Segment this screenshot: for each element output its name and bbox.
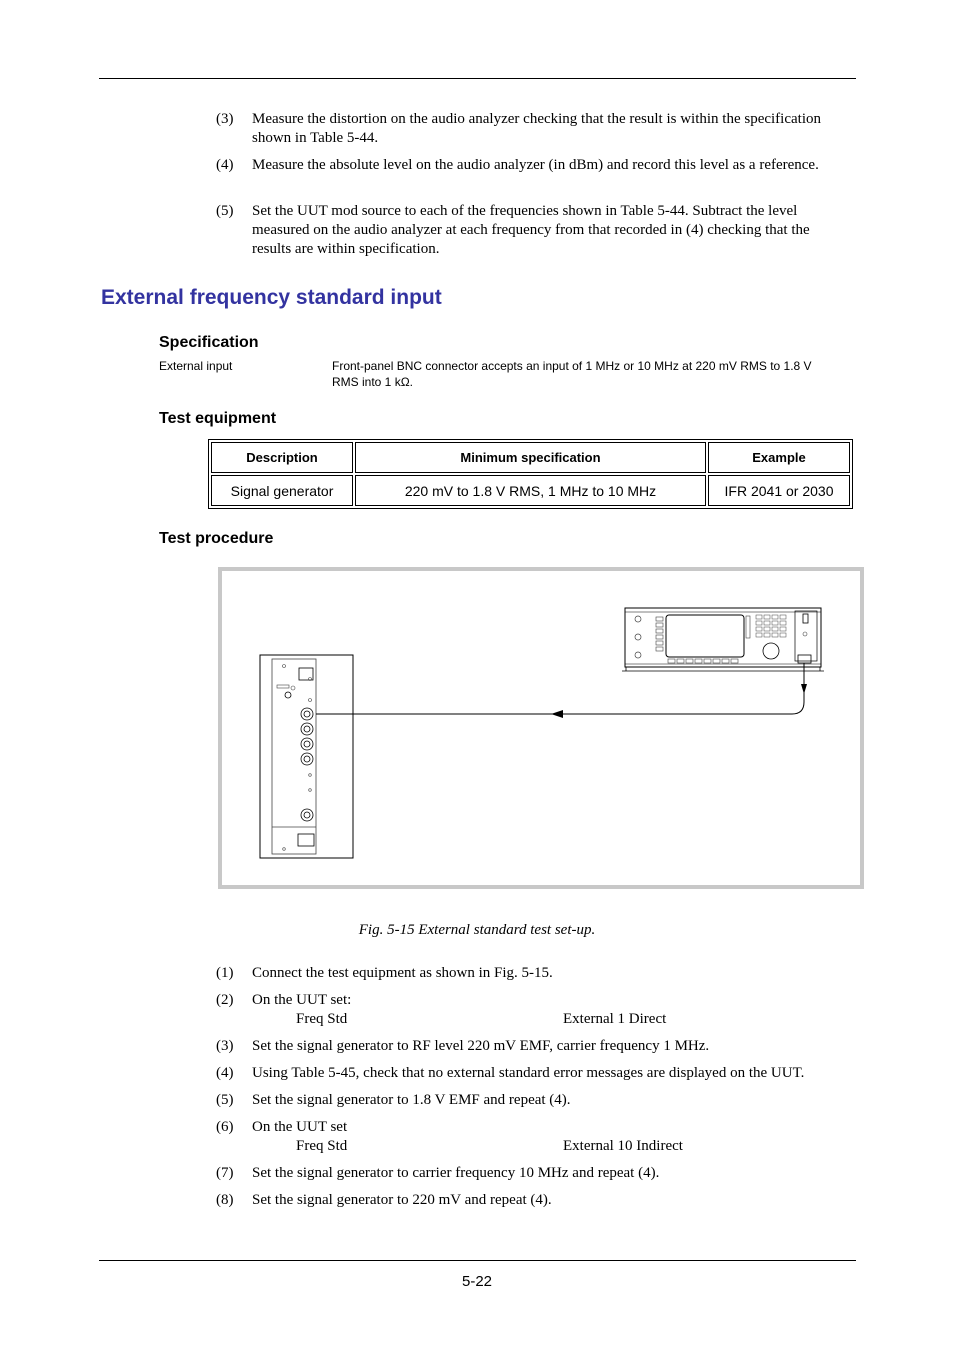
- table-header-cell: Example: [708, 442, 850, 473]
- table-cell: Signal generator: [211, 475, 353, 506]
- step-text: Using Table 5-45, check that no external standard error messages are displayed on the UUT.: [252, 1065, 805, 1081]
- step-number: (8): [216, 1192, 234, 1208]
- test-equipment-heading: Test equipment: [159, 410, 277, 427]
- table-header-cell: Description: [211, 442, 353, 473]
- step-number: (3): [216, 1038, 234, 1054]
- step-text: Set the signal generator to 220 mV and repeat (4).: [252, 1192, 552, 1208]
- table-cell: IFR 2041 or 2030: [708, 475, 850, 506]
- step-number: (6): [216, 1119, 234, 1135]
- uut-setting-label: Freq Std: [296, 1138, 348, 1154]
- step-number: (4): [216, 157, 234, 173]
- specification-heading: Specification: [159, 334, 259, 351]
- table-header-row: [211, 442, 850, 473]
- table-row: [211, 475, 850, 506]
- step-number: (3): [216, 111, 234, 127]
- step-number: (5): [216, 1092, 234, 1108]
- step-text: Set the signal generator to RF level 220 mV EMF, carrier frequency 1 MHz.: [252, 1038, 710, 1054]
- step-text: Set the signal generator to 1.8 V EMF and repeat (4).: [252, 1092, 571, 1108]
- test-setup-figure: [218, 567, 864, 889]
- spec-text: Front-panel BNC connector accepts an input of 1 MHz or 10 MHz at 220 mV RMS to 1.8 V RMS into 1 kΩ.: [332, 359, 812, 389]
- step-text: On the UUT set:: [252, 992, 352, 1008]
- uut-setting-value: External 1 Direct: [563, 1011, 667, 1027]
- figure-caption: Fig. 5-15 External standard test set-up.: [358, 922, 596, 938]
- step-number: (2): [216, 992, 234, 1008]
- step-number: (1): [216, 965, 234, 981]
- section-title: External frequency standard input: [101, 286, 442, 309]
- uut-module-illustration: [260, 655, 353, 858]
- uut-setting-value: External 10 Indirect: [563, 1138, 683, 1154]
- test-equipment-table: [208, 439, 853, 509]
- step-text: Set the UUT mod source to each of the frequencies shown in Table 5-44. Subtract the level measured on the audio analyzer at each frequency from that recorded in (4) checking that the results are within specification.: [252, 203, 810, 257]
- table-header-cell: Minimum specification: [355, 442, 706, 473]
- test-procedure-heading: Test procedure: [159, 530, 274, 547]
- step-text: Connect the test equipment as shown in Fig. 5-15.: [252, 965, 553, 981]
- table-cell: 220 mV to 1.8 V RMS, 1 MHz to 10 MHz: [355, 475, 706, 506]
- spec-label: External input: [159, 359, 233, 373]
- step-number: (4): [216, 1065, 234, 1081]
- step-text: On the UUT set: [252, 1119, 348, 1135]
- step-number: (5): [216, 203, 234, 219]
- header-rule: [99, 78, 856, 79]
- signal-generator-illustration: [622, 608, 824, 671]
- page-number: 5-22: [461, 1273, 493, 1290]
- step-number: (7): [216, 1165, 234, 1181]
- step-text: Measure the absolute level on the audio analyzer (in dBm) and record this level as a reference.: [252, 157, 819, 173]
- footer-rule: [99, 1260, 856, 1261]
- step-text: Measure the distortion on the audio analyzer checking that the result is within the specification shown in Table 5-44.: [252, 111, 821, 146]
- uut-setting-label: Freq Std: [296, 1011, 348, 1027]
- step-text: Set the signal generator to carrier frequency 10 MHz and repeat (4).: [252, 1165, 660, 1181]
